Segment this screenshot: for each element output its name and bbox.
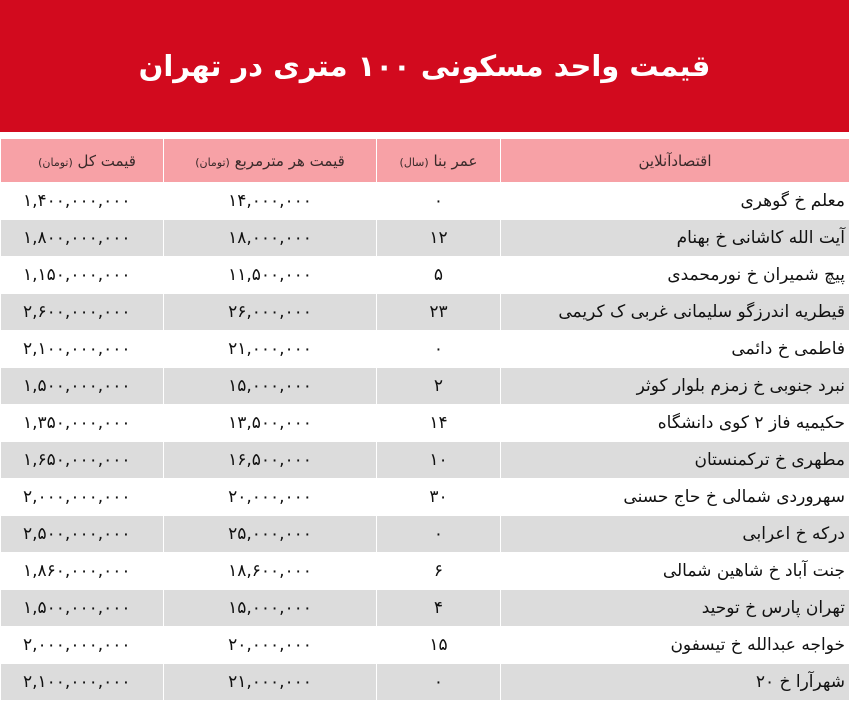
total-price-cell: ۲,۰۰۰,۰۰۰,۰۰۰: [1, 479, 164, 516]
building-age-cell: ۳۰: [377, 479, 501, 516]
table-header: [1, 139, 849, 183]
building-age-cell: ۰: [377, 183, 501, 220]
location-cell: آیت الله کاشانی خ بهنام: [501, 220, 849, 257]
price-table: [0, 138, 849, 701]
price-per-sqm-cell: ۲۱,۰۰۰,۰۰۰: [164, 664, 377, 701]
location-cell: جنت آباد خ شاهین شمالی: [501, 553, 849, 590]
building-age-cell: ۰: [377, 331, 501, 368]
building-age-cell: ۰: [377, 664, 501, 701]
header-building-age: [377, 139, 501, 183]
location-cell: پیچ شمیران خ نورمحمدی: [501, 257, 849, 294]
table-body: [1, 183, 849, 701]
location-cell: شهرآرا خ ۲۰: [501, 664, 849, 701]
price-per-sqm-cell: ۲۰,۰۰۰,۰۰۰: [164, 479, 377, 516]
price-per-sqm-cell: ۲۰,۰۰۰,۰۰۰: [164, 627, 377, 664]
price-per-sqm-cell: ۲۵,۰۰۰,۰۰۰: [164, 516, 377, 553]
price-per-sqm-cell: ۱۶,۵۰۰,۰۰۰: [164, 442, 377, 479]
table-row: [1, 294, 849, 331]
building-age-cell: ۱۲: [377, 220, 501, 257]
total-price-cell: ۱,۸۶۰,۰۰۰,۰۰۰: [1, 553, 164, 590]
location-cell: سهروردی شمالی خ حاج حسنی: [501, 479, 849, 516]
header-total-price-label: قیمت کل: [77, 151, 136, 170]
price-per-sqm-cell: ۱۱,۵۰۰,۰۰۰: [164, 257, 377, 294]
total-price-cell: ۲,۰۰۰,۰۰۰,۰۰۰: [1, 627, 164, 664]
table-row: [1, 664, 849, 701]
table-row: [1, 516, 849, 553]
table-row: [1, 220, 849, 257]
location-cell: تهران پارس خ توحید: [501, 590, 849, 627]
total-price-cell: ۱,۵۰۰,۰۰۰,۰۰۰: [1, 590, 164, 627]
table-row: [1, 405, 849, 442]
price-per-sqm-cell: ۱۸,۶۰۰,۰۰۰: [164, 553, 377, 590]
header-location-label: اقتصادآنلاین: [638, 151, 712, 170]
table-row: [1, 590, 849, 627]
location-cell: معلم خ گوهری: [501, 183, 849, 220]
price-per-sqm-cell: ۱۸,۰۰۰,۰۰۰: [164, 220, 377, 257]
location-cell: فاطمی خ دائمی: [501, 331, 849, 368]
total-price-cell: ۱,۴۰۰,۰۰۰,۰۰۰: [1, 183, 164, 220]
total-price-cell: ۲,۱۰۰,۰۰۰,۰۰۰: [1, 664, 164, 701]
price-per-sqm-cell: ۲۱,۰۰۰,۰۰۰: [164, 331, 377, 368]
price-per-sqm-cell: ۱۵,۰۰۰,۰۰۰: [164, 590, 377, 627]
table-row: [1, 331, 849, 368]
price-per-sqm-cell: ۲۶,۰۰۰,۰۰۰: [164, 294, 377, 331]
page-title: قیمت واحد مسکونی ۱۰۰ متری در تهران: [138, 49, 711, 83]
title-banner: [0, 0, 849, 132]
header-total-price-unit: (تومان): [38, 155, 73, 169]
building-age-cell: ۴: [377, 590, 501, 627]
price-per-sqm-cell: ۱۳,۵۰۰,۰۰۰: [164, 405, 377, 442]
price-per-sqm-cell: ۱۵,۰۰۰,۰۰۰: [164, 368, 377, 405]
table-row: [1, 442, 849, 479]
total-price-cell: ۱,۸۰۰,۰۰۰,۰۰۰: [1, 220, 164, 257]
table-row: [1, 479, 849, 516]
total-price-cell: ۱,۳۵۰,۰۰۰,۰۰۰: [1, 405, 164, 442]
header-price-per-sqm-label: قیمت هر مترمربع: [234, 151, 345, 170]
building-age-cell: ۲۳: [377, 294, 501, 331]
header-price-per-sqm-unit: (تومان): [195, 155, 230, 169]
table-row: [1, 627, 849, 664]
header-price-per-sqm: [164, 139, 377, 183]
total-price-cell: ۲,۵۰۰,۰۰۰,۰۰۰: [1, 516, 164, 553]
building-age-cell: ۲: [377, 368, 501, 405]
building-age-cell: ۶: [377, 553, 501, 590]
total-price-cell: ۱,۵۰۰,۰۰۰,۰۰۰: [1, 368, 164, 405]
table-row: [1, 183, 849, 220]
location-cell: نبرد جنوبی خ زمزم بلوار کوثر: [501, 368, 849, 405]
header-building-age-unit: (سال): [399, 155, 429, 169]
total-price-cell: ۱,۶۵۰,۰۰۰,۰۰۰: [1, 442, 164, 479]
table-row: [1, 553, 849, 590]
total-price-cell: ۲,۱۰۰,۰۰۰,۰۰۰: [1, 331, 164, 368]
location-cell: حکیمیه فاز ۲ کوی دانشگاه: [501, 405, 849, 442]
building-age-cell: ۱۰: [377, 442, 501, 479]
building-age-cell: ۵: [377, 257, 501, 294]
building-age-cell: ۰: [377, 516, 501, 553]
building-age-cell: ۱۵: [377, 627, 501, 664]
location-cell: مطهری خ ترکمنستان: [501, 442, 849, 479]
header-building-age-label: عمر بنا: [433, 151, 478, 170]
location-cell: درکه خ اعرابی: [501, 516, 849, 553]
header-location: [501, 139, 849, 183]
table-row: [1, 368, 849, 405]
location-cell: قیطریه اندرزگو سلیمانی غربی ک کریمی: [501, 294, 849, 331]
building-age-cell: ۱۴: [377, 405, 501, 442]
total-price-cell: ۱,۱۵۰,۰۰۰,۰۰۰: [1, 257, 164, 294]
price-per-sqm-cell: ۱۴,۰۰۰,۰۰۰: [164, 183, 377, 220]
header-row: [1, 139, 849, 183]
location-cell: خواجه عبدالله خ تیسفون: [501, 627, 849, 664]
table-row: [1, 257, 849, 294]
header-total-price: [1, 139, 164, 183]
total-price-cell: ۲,۶۰۰,۰۰۰,۰۰۰: [1, 294, 164, 331]
